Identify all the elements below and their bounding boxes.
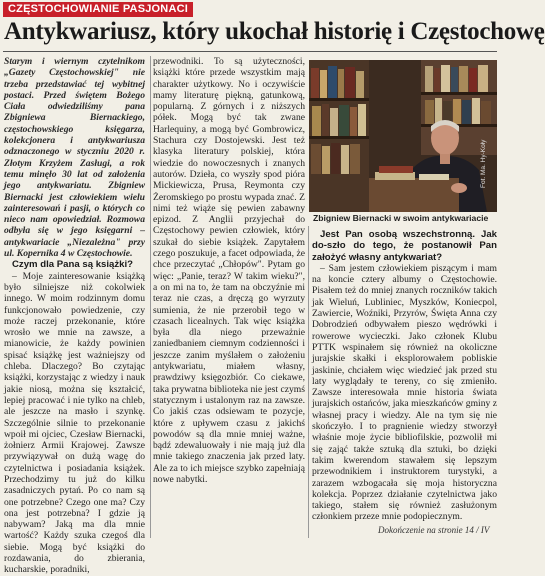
column-1 bbox=[4, 56, 145, 576]
answer-1-part-1: – Moje zainteresowanie książką było silniejsze niż cokolwiek innego. W moim rodzinnym domu funkcjonowało powiedzenie, czy może raczej przekonanie, które wrosło we mnie na zawsze, a mianowicie, że każdy powinien spisać książkę jest ważniejszy od chleba. Dlaczego? Bo czytając książki, korzystając z wiedzy i nauk jakie niosą, można się kształcić, lepiej pracować i nie tylko na chleb, ale jeszcze na masło i szynkę. Szczególnie silnie to przekonanie wpoił mi ojciec, Czesław Biernacki, żołnierz Armii Krajowej. Zawsze przywiązywał on dużą wagę do czytelnictwa i posiadania książek. Przechodzimy tu już do kilku zasadniczych pytań. Po co nam są one potrzebne? Czego one ma? Czy ona jest potrzebna? I gdzie ją nabywam? Jaką ma dla mnie wartość? Każdy szuka czegoś dla siebie. Mogą być książki do rozdawania, do zbierania, kucharskie, poradniki, bbox=[4, 270, 145, 576]
column-divider-2 bbox=[308, 226, 309, 538]
headline-rule bbox=[3, 51, 497, 52]
section-tag: CZĘSTOCHOWIANIE PASJONACI bbox=[3, 2, 193, 17]
continuation-note: Dokończenie na stronie 14 / IV bbox=[378, 525, 490, 535]
answer-1-part-2: przewodniki. To są użyteczności, książki które przede wszystkim mają charakter użytkowy. No i oczywiście mamy literaturę piękną, gatunkową, popularną. Z górnych i z niższych półek. Mogą być tak zwane Harlequiny, a mogą być Gombrowicz, Stachura czy Dostojewski. Jest też klasyka literatury polskiej, która wiedzie do nowoczesnych i znanych autorów. Dzieła, co wyszły spod pióra Mickiewicza, Prusa, Reymonta czy Żeromskiego po prostu wypada znać. Z nimi też wiąże się pewien zabawny epizod. Z Anglii przyjechał do Częstochowy pewien człowiek, który szukał do siebie książek. Zapytałem czego poszukuje, a facet odpowiada, że chce przeczytać „Chłopów". Pytam go więc: „Panie, teraz? W takim wieku?", a on mi na to, że tam na obczyźnie mi teraz nie czas, a dręczą go wyrzuty sumienia, że nie przerobił tego w czasach licealnych. Tak więc książka była dla niego przeważnie zaniedbaniem ciemnym codzienności i jeszcze zanim myślałem o założeniu antykwariatu, miałem własny, prawdziwy księgozbiór. Co ciekawe, taka prywatna biblioteka nie jest czymś statycznym i ustalonym raz na zawsze. Co jakiś czas odsiewam te pozycje, które z upływem czasu z jakichś powodów są dla mnie mniej ważne, bądź zdewaluowały i nie mają już dla mnie takiego znaczenia jak przed laty. Ale za to ich miejsce szybko zapełniają nowe nabytki. bbox=[153, 56, 305, 485]
article-lead: Starym i wiernym czytelnikom „Gazety Częstochowskiej" nie trzeba przedstawiać tej wybitnej postaci. Przed świętem Bożego Ciała odwiedziliśmy pana Zbigniewa Biernackiego, częstochowskiego księgarza, kolekcjonera i antykwariusza odznaczonego w styczniu 2020 r. Złotym Krzyżem Zasługi, a rok temu minęło 30 lat od założenia jego antykwariatu. Zbigniew Biernacki jest człowiekiem wielu zainteresowań i pasji, o których co nieco nam opowiedział. Rozmowa odbyła się w jego księgarni – antykwariacie „Niezależna" przy ul. Kopernika 4 w Częstochowie. bbox=[4, 56, 145, 260]
question-1: Czym dla Pana są książki? bbox=[12, 259, 134, 271]
question-2: Jest Pan osobą wszechstronną. Jak do-szło do tego, że postanowił Pan założyć własny antykwariat? bbox=[312, 229, 497, 263]
answer-2: – Sam jestem człowiekiem piszącym i mam na koncie cztery albumy o Częstochowie. Pisałem też do mniej znanych roczników takich jak Wieluń, Lubliniec, Myszków, Koniecpol, Zawiercie, Woźniki, Przyrów, Święta Anna czy Dobrodzień odbywałem pieszo wędrówki i rowerowe wycieczki. Jako członek Klubu PTTK wspinałem się również na okoliczne jurajskie skałki i eksplorowałem pobliskie jaskinie, chciałem więc wiedzieć jak przed stu laty wyglądały te tereny, co się zmieniło. Zawsze interesowała mnie historia świata jurajskich ostańców, jaka mieszkańców gminy z własnej pracy i wiedzy. Ale na tym się nie skończyło. I to pragnienie wiedzy stworzył właśnie moje życie bibliofilskie, pozwolił mi się zająć także sztuką dla sztuki, bo dzięki takim kwerendom stawałem się lepszym przewodnikiem i instruktorem turystyki, a zarazem wzbogacała się moja historyczna kolekcja. Poprzez działanie czytelnictwa jako takiego, stałem się również zasłużonym członkiem przeze mnie podopiecznym. bbox=[312, 262, 497, 523]
photo-credit: Fot. Ma. Hy-Koły bbox=[480, 139, 487, 188]
bookshop-scene-image bbox=[309, 60, 497, 212]
antiquarian-photo bbox=[309, 60, 497, 212]
column-divider-1 bbox=[150, 56, 151, 538]
article-headline: Antykwariusz, który ukochał historię i Częstochowę bbox=[4, 18, 545, 45]
column-3 bbox=[312, 229, 497, 525]
photo-caption: Zbigniew Biernacki w swoim antykwariacie bbox=[313, 213, 489, 223]
column-2 bbox=[153, 56, 305, 540]
